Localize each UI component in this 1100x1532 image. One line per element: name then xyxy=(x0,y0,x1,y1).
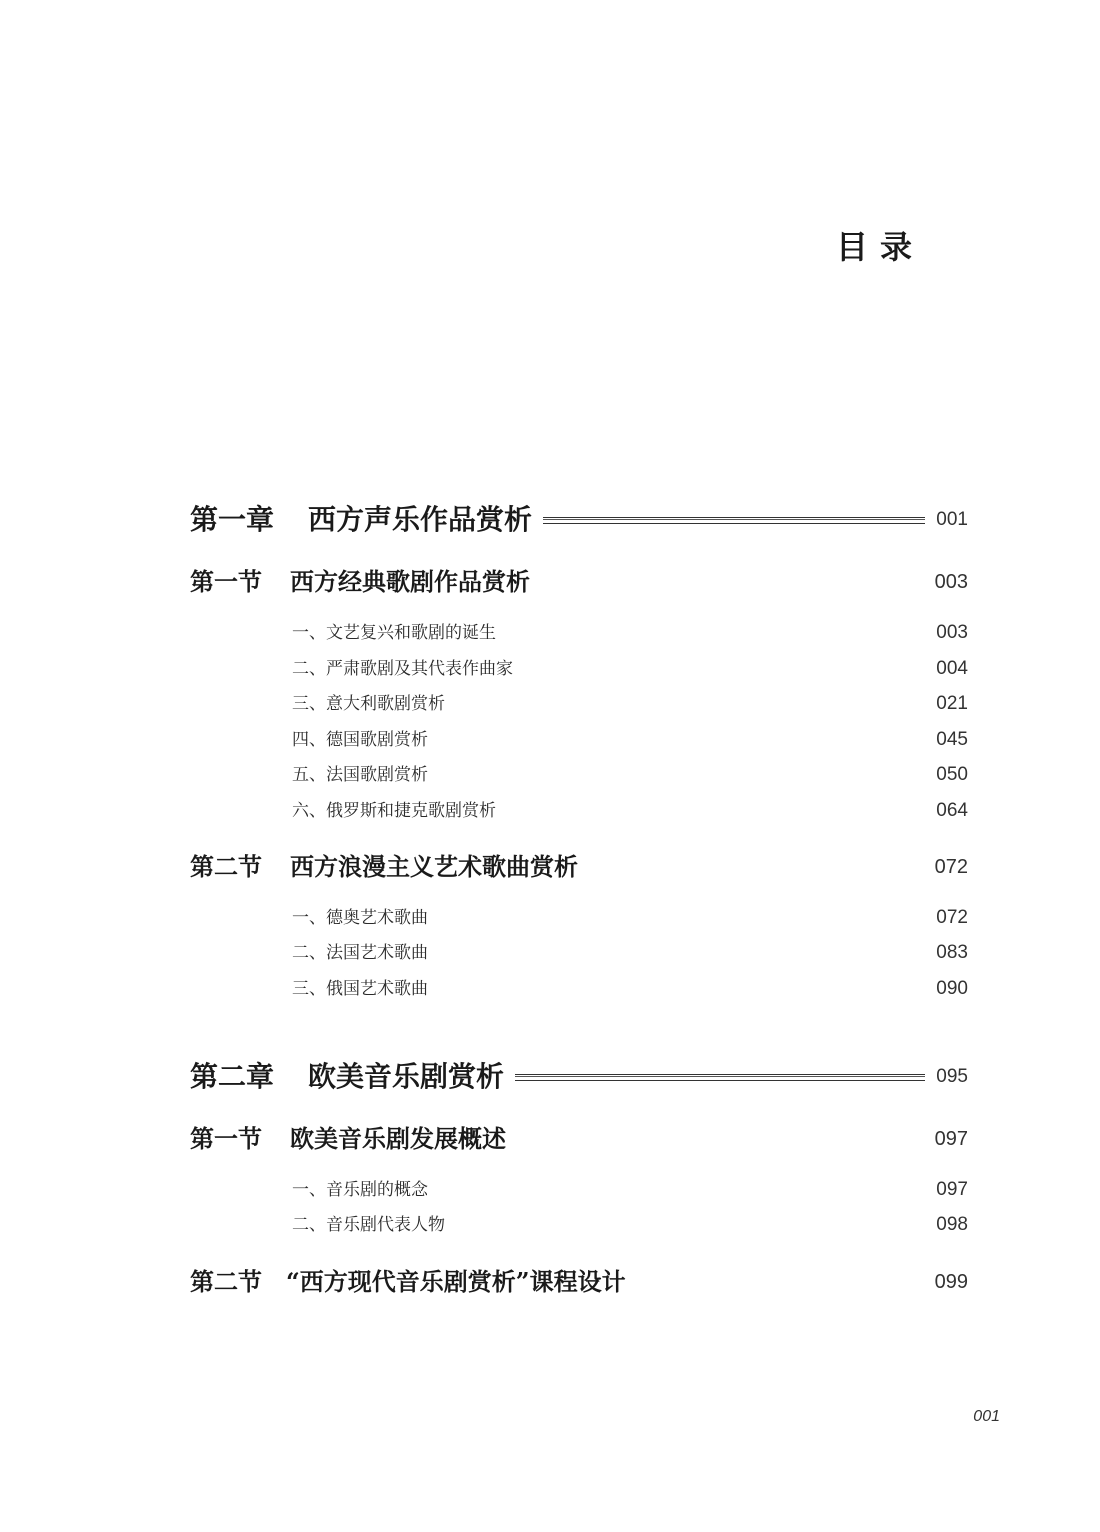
item-title: 一、音乐剧的概念 xyxy=(292,1180,428,1200)
section-heading xyxy=(190,1121,506,1157)
chapter-heading xyxy=(190,1057,504,1097)
item-title: 二、音乐剧代表人物 xyxy=(292,1215,445,1235)
chapter-heading xyxy=(190,500,532,540)
item-page-number: 050 xyxy=(936,764,968,785)
chapter-page-number: 095 xyxy=(936,1066,968,1087)
section-title: 西方浪漫主义艺术歌曲赏析 xyxy=(290,852,578,881)
section-number: 第一节 xyxy=(190,567,262,596)
chapter-double-rule xyxy=(515,1074,925,1081)
section-page-number: 099 xyxy=(934,1271,968,1293)
section-number: 第二节 xyxy=(190,1267,262,1296)
section-heading xyxy=(190,564,530,600)
section-page-number: 097 xyxy=(934,1128,968,1150)
item-page-number: 083 xyxy=(936,942,968,963)
section-title: 欧美音乐剧发展概述 xyxy=(290,1124,506,1153)
item-title: 三、意大利歌剧赏析 xyxy=(292,694,445,714)
item-title: 一、德奥艺术歌曲 xyxy=(292,908,428,928)
item-page-number: 021 xyxy=(936,693,968,714)
item-page-number: 003 xyxy=(936,622,968,643)
item-title: 四、德国歌剧赏析 xyxy=(292,730,428,750)
page-folio-number: 001 xyxy=(973,1408,1000,1425)
item-title: 二、法国艺术歌曲 xyxy=(292,943,428,963)
item-title: 三、俄国艺术歌曲 xyxy=(292,979,428,999)
chapter-title: 西方声乐作品赏析 xyxy=(308,503,533,536)
item-page-number: 064 xyxy=(936,800,968,821)
section-heading xyxy=(190,1264,626,1300)
item-page-number: 090 xyxy=(936,978,968,999)
section-page-number: 072 xyxy=(934,856,968,878)
item-title: 六、俄罗斯和捷克歌剧赏析 xyxy=(292,801,496,821)
item-title: 五、法国歌剧赏析 xyxy=(292,765,428,785)
item-page-number: 004 xyxy=(936,658,968,679)
section-number: 第一节 xyxy=(190,1124,262,1153)
chapter-number: 第二章 xyxy=(190,1060,275,1093)
section-page-number: 003 xyxy=(934,571,968,593)
page-title: 目录 xyxy=(836,228,925,266)
item-page-number: 072 xyxy=(936,907,968,928)
item-page-number: 045 xyxy=(936,729,968,750)
item-page-number: 097 xyxy=(936,1179,968,1200)
chapter-page-number: 001 xyxy=(936,509,968,530)
chapter-number: 第一章 xyxy=(190,503,275,536)
section-heading xyxy=(190,849,578,885)
section-title: 西方经典歌剧作品赏析 xyxy=(290,567,530,596)
section-title: “西方现代音乐剧赏析”课程设计 xyxy=(286,1267,626,1296)
chapter-double-rule xyxy=(543,517,925,524)
chapter-title: 欧美音乐剧赏析 xyxy=(308,1060,505,1093)
item-title: 二、严肃歌剧及其代表作曲家 xyxy=(292,659,513,679)
section-number: 第二节 xyxy=(190,852,262,881)
item-title: 一、文艺复兴和歌剧的诞生 xyxy=(292,623,496,643)
item-page-number: 098 xyxy=(936,1214,968,1235)
